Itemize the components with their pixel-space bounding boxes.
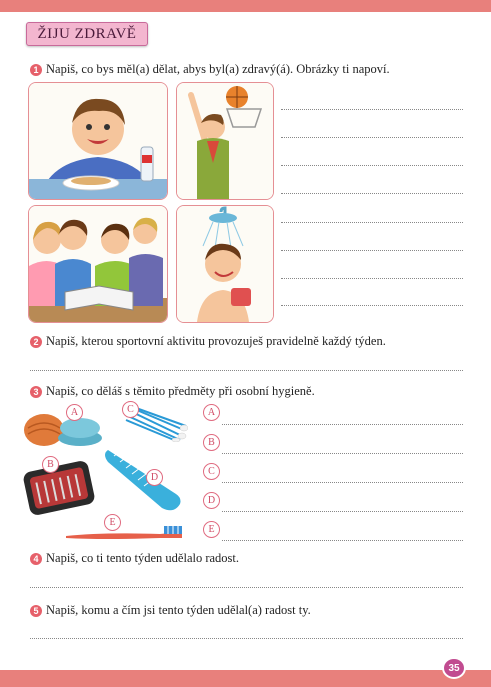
bottom-decor-bar xyxy=(0,670,491,687)
answer-line[interactable] xyxy=(281,193,463,194)
basketball-icon xyxy=(176,82,274,200)
answer-line-b[interactable] xyxy=(222,453,463,454)
answer-letter-e: E xyxy=(203,521,220,538)
item-letter-d: D xyxy=(146,469,163,486)
answer-letter-b: B xyxy=(203,434,220,451)
task-5 xyxy=(30,603,311,618)
friends-reading-icon xyxy=(28,205,168,323)
task-3 xyxy=(30,384,315,399)
toothbrush-icon xyxy=(64,522,186,542)
answer-letter-d: D xyxy=(203,492,220,509)
answer-line[interactable] xyxy=(30,370,463,371)
top-decor-bar xyxy=(0,0,491,12)
boy-eating-icon xyxy=(28,82,168,200)
answer-letter-c: C xyxy=(203,463,220,480)
answer-line[interactable] xyxy=(30,587,463,588)
answer-line[interactable] xyxy=(281,137,463,138)
answer-line[interactable] xyxy=(281,222,463,223)
answer-line[interactable] xyxy=(281,250,463,251)
item-letter-c: C xyxy=(122,401,139,418)
answer-line-d[interactable] xyxy=(222,511,463,512)
task-number-badge: 5 xyxy=(30,605,42,617)
answer-line-e[interactable] xyxy=(222,540,463,541)
task-5-text: Napiš, komu a čím jsi tento týden udělal(a) radost ty. xyxy=(46,603,311,617)
towel-soap-icon xyxy=(22,404,104,448)
answer-line-c[interactable] xyxy=(222,482,463,483)
task-2 xyxy=(30,334,386,349)
task-1 xyxy=(30,62,390,77)
task-4 xyxy=(30,551,239,566)
answer-letter-a: A xyxy=(203,404,220,421)
shower-icon xyxy=(176,205,274,323)
task-number-badge: 1 xyxy=(30,64,42,76)
item-letter-a: A xyxy=(66,404,83,421)
item-letter-e: E xyxy=(104,514,121,531)
task-number-badge: 4 xyxy=(30,553,42,565)
task-number-badge: 2 xyxy=(30,336,42,348)
answer-line[interactable] xyxy=(30,638,463,639)
page-number: 35 xyxy=(442,657,466,679)
task-number-badge: 3 xyxy=(30,386,42,398)
task-1-text: Napiš, co bys měl(a) dělat, abys byl(a) zdravý(á). Obrázky ti napoví. xyxy=(46,62,390,76)
answer-line-a[interactable] xyxy=(222,424,463,425)
comb-icon xyxy=(100,444,184,514)
answer-line[interactable] xyxy=(281,305,463,306)
page-title: ŽIJU ZDRAVĚ xyxy=(26,22,148,46)
manicure-set-icon xyxy=(22,460,98,518)
item-letter-b: B xyxy=(42,456,59,473)
task-3-text: Napiš, co děláš s těmito předměty při osobní hygieně. xyxy=(46,384,315,398)
answer-line[interactable] xyxy=(281,165,463,166)
task-4-text: Napiš, co ti tento týden udělalo radost. xyxy=(46,551,240,565)
answer-line[interactable] xyxy=(281,278,463,279)
answer-line[interactable] xyxy=(281,109,463,110)
task-2-text: Napiš, kterou sportovní aktivitu provozuješ pravidelně každý týden. xyxy=(46,334,386,348)
